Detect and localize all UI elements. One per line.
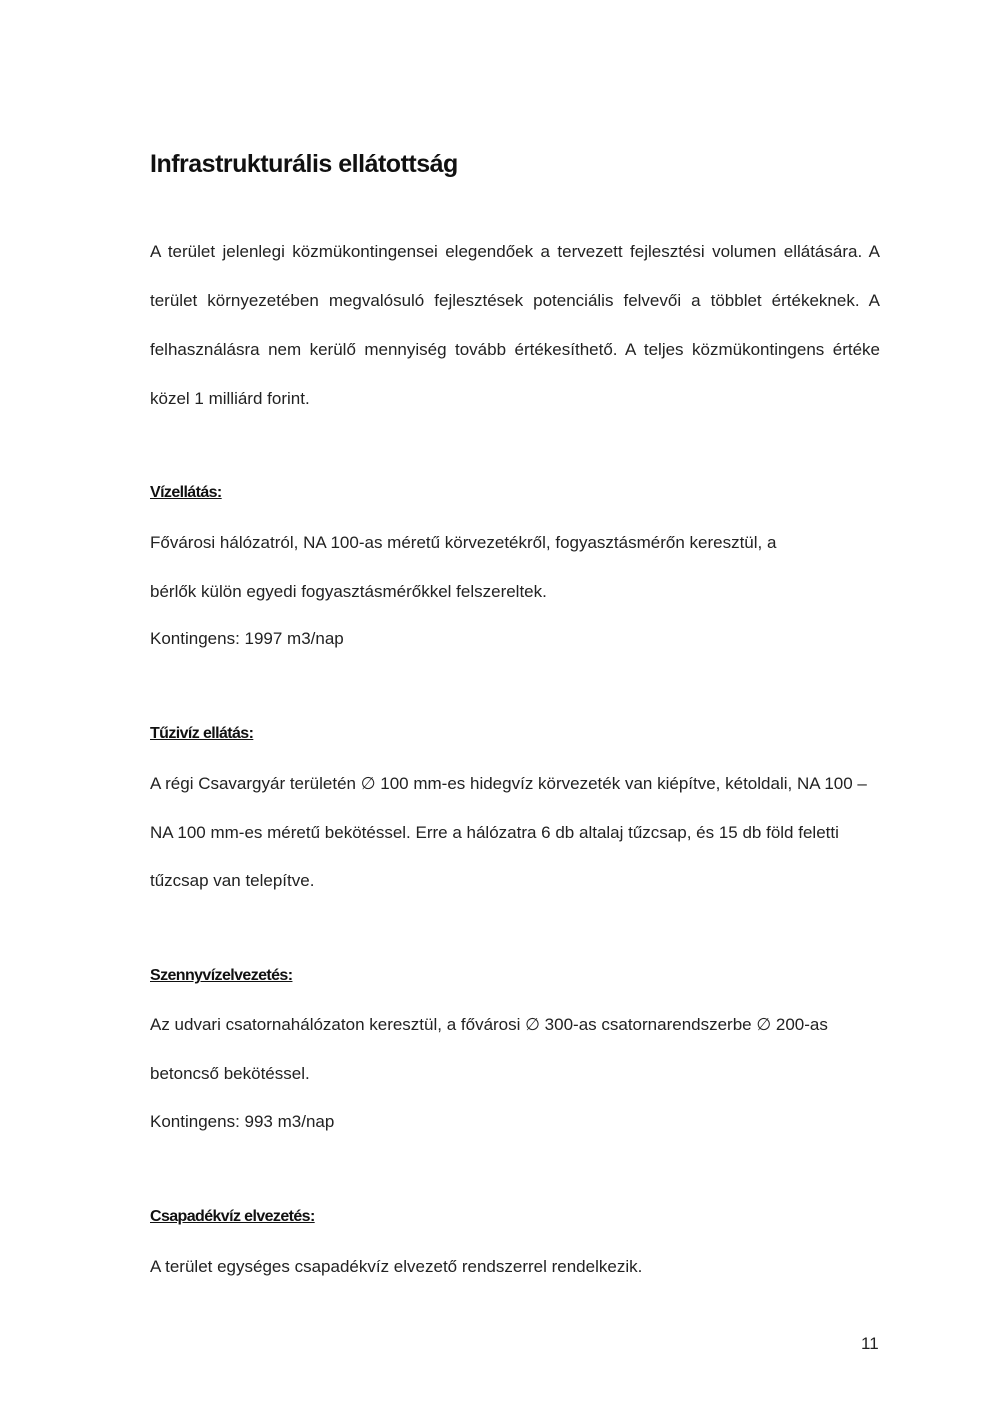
water-supply-contingent: Kontingens: 1997 m3/nap [150,629,344,648]
intro-paragraph: A terület jelenlegi közmükontingensei elegendőek a tervezett fejlesztési volumen ellátására. A terület környezetében megvalósuló fejlesztések potenciális felvevői a többlet értékeknek. A felhasználásra nem kerülő mennyiség tovább értékesíthető. A teljes közmükontingens értéke közel 1 milliárd forint. [150,242,880,408]
rainwater-heading: Csapadékvíz elvezetés: [150,1208,315,1225]
fire-water-heading: Tűzivíz ellátás: [150,725,254,742]
water-supply-heading: Vízellátás: [150,484,222,501]
sewage-heading: Szennyvízelvezetés: [150,967,293,984]
water-supply-line-2: bérlők külön egyedi fogyasztásmérőkkel felszereltek. [150,582,547,601]
page-title: Infrastrukturális ellátottság [150,150,458,178]
fire-water-paragraph: A régi Csavargyár területén ∅ 100 mm-es hidegvíz körvezeték van kiépítve, kétoldali, NA 100 – NA 100 mm-es méretű bekötéssel. Erre a hálózatra 6 db altalaj tűzcsap, és 15 db föld feletti tűzcsap van telepítve. [150,774,867,890]
sewage-line-1: Az udvari csatornahálózaton keresztül, a fővárosi ∅ 300-as csatornarendszerbe ∅ 200-as [150,1015,828,1034]
rainwater-paragraph: A terület egységes csapadékvíz elvezető rendszerrel rendelkezik. [150,1257,643,1276]
page-number: 11 [861,1334,879,1353]
sewage-contingent: Kontingens: 993 m3/nap [150,1112,335,1131]
sewage-line-2: betoncső bekötéssel. [150,1064,310,1083]
water-supply-line-1: Fővárosi hálózatról, NA 100-as méretű körvezetékről, fogyasztásmérőn keresztül, a [150,533,777,552]
